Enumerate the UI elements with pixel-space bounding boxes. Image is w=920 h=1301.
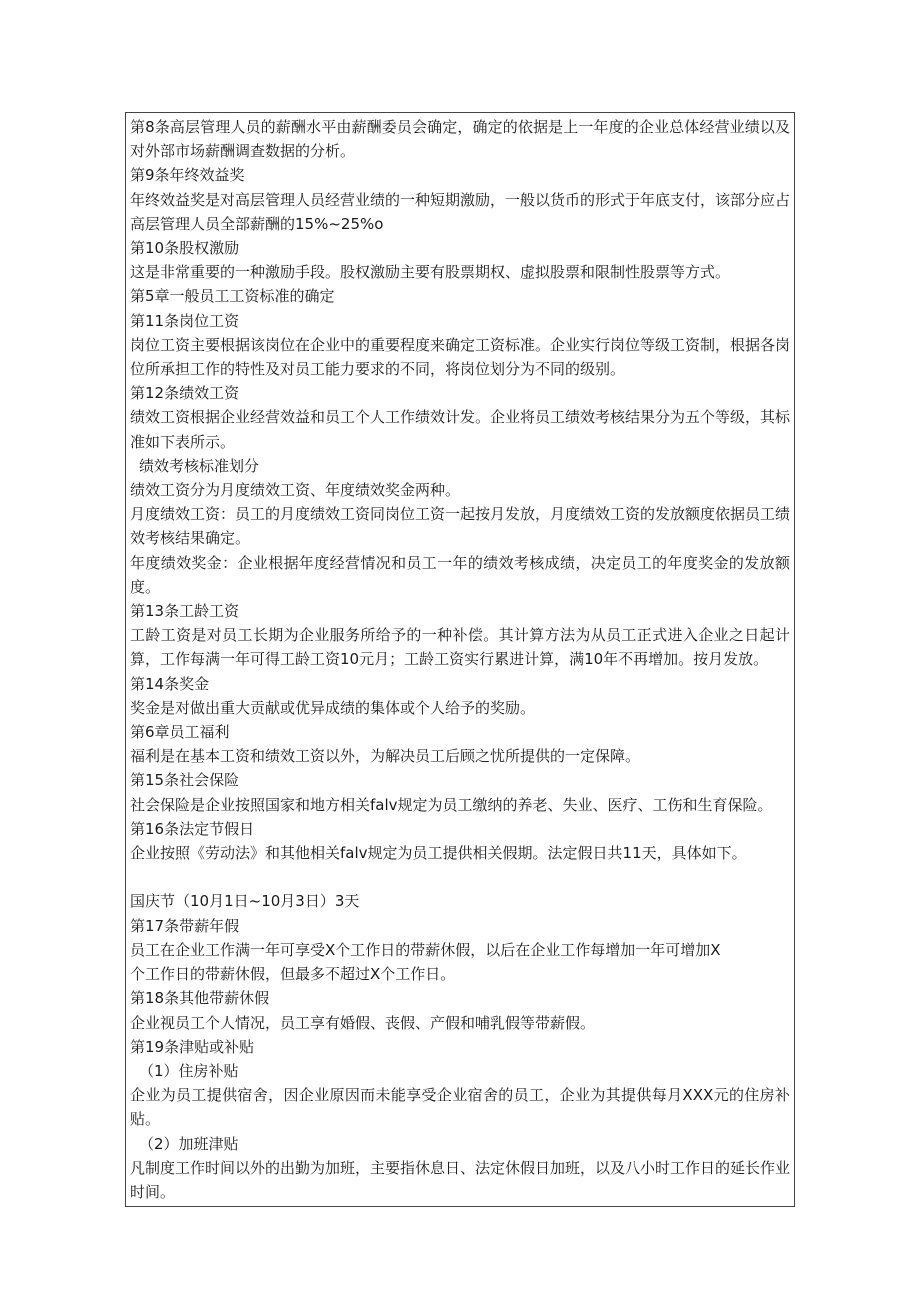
article-9-heading: 第9条年终效益奖 bbox=[130, 166, 245, 185]
table-caption: 绩效考核标准划分 bbox=[139, 456, 260, 475]
article-11-text: 岗位工资主要根据该岗位在企业中的重要程度来确定工资标准。企业实行岗位等级工资制，根据各岗位所承担工作的特性及对员工能力要求的不同，将岗位划分为不同的级别。 bbox=[130, 335, 791, 379]
chapter-6-heading: 第6章员工福利 bbox=[130, 723, 230, 742]
blank-line bbox=[130, 865, 790, 889]
article-17-text-line2: 个工作日的带薪休假，但最多不超过X个工作日。 bbox=[130, 965, 456, 984]
article-17-text-line1: 员工在企业工作满一年可享受X个工作日的带薪休假，以后在企业工作每增加一年可增加X bbox=[130, 940, 721, 959]
article-12-text: 绩效工资根据企业经营效益和员工个人工作绩效计发。企业将员工绩效考核结果分为五个等级，其标准如下表所示。 bbox=[130, 408, 791, 451]
overtime-allowance-heading: （2）加班津贴 bbox=[139, 1134, 239, 1153]
article-8-text: 第8条高层管理人员的薪酬水平由薪酬委员会确定，确定的依据是上一年度的企业总体经营业绩以及对外部市场薪酬调查数据的分析。 bbox=[130, 118, 790, 161]
article-12-heading: 第12条绩效工资 bbox=[130, 384, 240, 403]
article-10-heading: 第10条股权激励 bbox=[130, 239, 240, 258]
overtime-allowance-text: 凡制度工作时间以外的出勤为加班，主要指休息日、法定休假日加班，以及八小时工作日的延长作业时间。 bbox=[130, 1158, 791, 1201]
article-14-heading: 第14条奖金 bbox=[130, 674, 210, 693]
article-15-text: 社会保险是企业按照国家和地方相关falv规定为员工缴纳的养老、失业、医疗、工伤和生育保险。 bbox=[130, 795, 773, 814]
article-18-text: 企业视员工个人情况，员工享有婚假、丧假、产假和哺乳假等带薪假。 bbox=[130, 1013, 596, 1032]
article-10-text: 这是非常重要的一种激励手段。股权激励主要有股票期权、虚拟股票和限制性股票等方式。 bbox=[130, 263, 731, 282]
article-9-text: 年终效益奖是对高层管理人员经营业绩的一种短期激励，一般以货币的形式于年底支付，该部分应占高层管理人员全部薪酬的15%~25%o bbox=[130, 190, 791, 233]
article-16-heading: 第16条法定节假日 bbox=[130, 819, 255, 838]
monthly-performance-pay: 月度绩效工资：员工的月度绩效工资同岗位工资一起按月发放，月度绩效工资的发放额度依据员工绩效考核结果确定。 bbox=[130, 505, 791, 548]
article-15-heading: 第15条社会保险 bbox=[130, 771, 240, 790]
housing-subsidy-text: 企业为员工提供宿舍，因企业原因而未能享受企业宿舍的员工，企业为其提供每月XXX元的住房补贴。 bbox=[130, 1086, 790, 1129]
document-frame bbox=[125, 112, 795, 1207]
article-14-text: 奖金是对做出重大贡献或优异成绩的集体或个人给予的奖励。 bbox=[130, 698, 536, 717]
article-13-heading: 第13条工龄工资 bbox=[130, 602, 240, 621]
national-day-holiday: 国庆节（10月1日~10月3日）3天 bbox=[130, 892, 360, 911]
chapter-5-heading: 第5章一般员工工资标准的确定 bbox=[130, 287, 335, 306]
annual-performance-bonus: 年度绩效奖金：企业根据年度经营情况和员工一年的绩效考核成绩，决定员工的年度奖金的发放额度。 bbox=[130, 553, 790, 596]
article-19-heading: 第19条津贴或补贴 bbox=[130, 1037, 255, 1056]
article-13-text: 工龄工资是对员工长期为企业服务所给予的一种补偿。其计算方法为从员工正式进入企业之日起计算，工作每满一年可得工龄工资10元月；工龄工资实行累进计算，满10年不再增加。按月发放。 bbox=[130, 626, 790, 669]
housing-subsidy-heading: （1）住房补贴 bbox=[139, 1061, 239, 1080]
performance-pay-types: 绩效工资分为月度绩效工资、年度绩效奖金两种。 bbox=[130, 481, 461, 500]
article-11-heading: 第11条岗位工资 bbox=[130, 311, 240, 330]
article-18-heading: 第18条其他带薪休假 bbox=[130, 989, 270, 1008]
article-17-heading: 第17条带薪年假 bbox=[130, 916, 240, 935]
article-16-text: 企业按照《劳动法》和其他相关falv规定为员工提供相关假期。法定假日共11天，具体如下。 bbox=[130, 844, 747, 863]
chapter-6-text: 福利是在基本工资和绩效工资以外，为解决员工后顾之忧所提供的一定保障。 bbox=[130, 747, 641, 766]
